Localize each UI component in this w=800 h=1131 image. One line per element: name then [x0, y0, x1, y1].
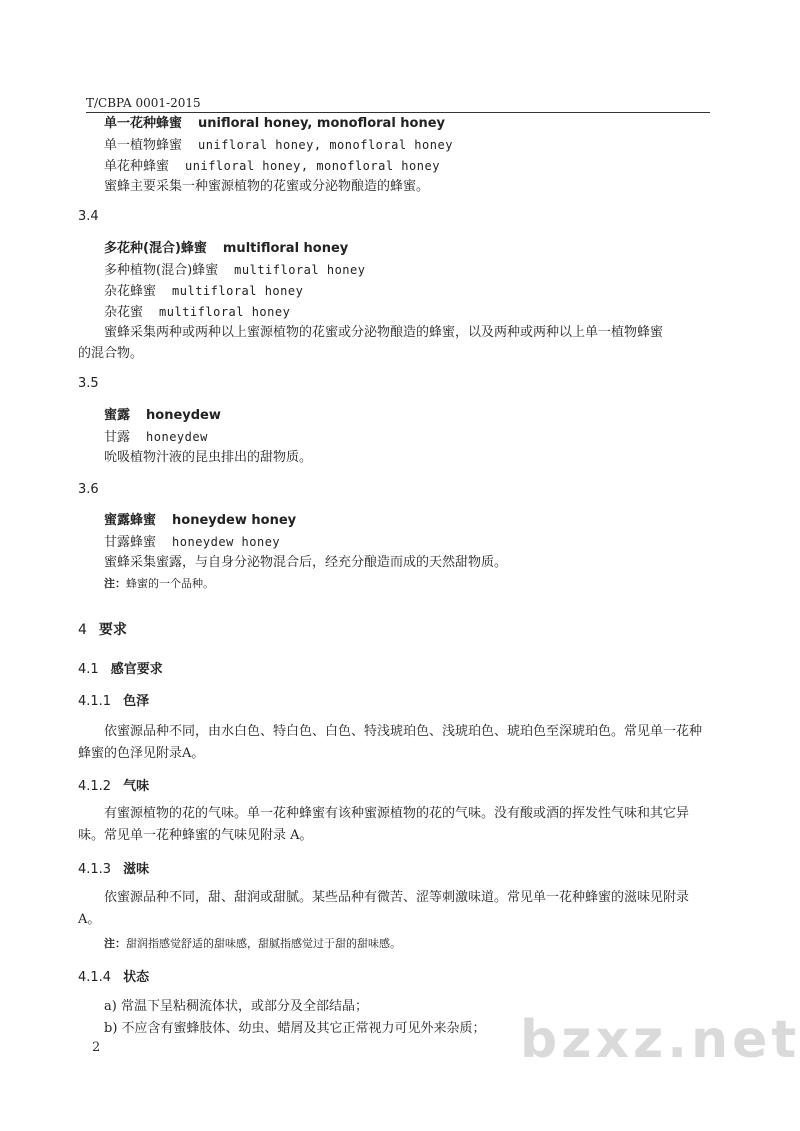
term-honeydew	[104, 406, 221, 426]
section-title: 滋味	[123, 862, 150, 877]
synonym-en: honeydew honey	[172, 535, 281, 549]
definition: 蜜蜂采集蜜露，与自身分泌物混合后，经充分酿造而成的天然甜物质。	[104, 555, 508, 570]
header-rule	[86, 112, 710, 113]
section-number: 4.1.4	[78, 970, 112, 985]
note	[104, 935, 401, 953]
section-number: 4.1.3	[78, 862, 112, 877]
list-item: b) 不应含有蜜蜂肢体、幼虫、蜡屑及其它正常视力可见外来杂质；	[104, 1021, 486, 1036]
definition-line: 蜜蜂采集两种或两种以上蜜源植物的花蜜或分泌物酿造的蜂蜜，以及两种或两种以上单一植物蜂蜜	[104, 325, 664, 340]
term-multifloral-honey	[104, 239, 348, 259]
section-heading-4-1-2	[78, 775, 149, 794]
term-en: honeydew	[146, 408, 221, 423]
term-zh: 单一花种蜂蜜	[104, 116, 183, 131]
section-number: 4.1	[78, 662, 99, 677]
section-heading-4-1	[78, 658, 163, 677]
paragraph: 依蜜源品种不同，甜、甜润或甜腻。某些品种有微苦、涩等刺激味道。常见单一花种蜂蜜的滋味见附录 A。	[78, 890, 690, 927]
synonym-line	[104, 302, 290, 323]
note-label: 注：	[104, 577, 126, 590]
term-zh: 蜜露	[104, 408, 131, 423]
synonym-line	[104, 156, 440, 177]
section-title: 气味	[123, 779, 150, 794]
synonym-zh: 甘露蜂蜜	[104, 535, 157, 550]
synonym-en: unifloral honey, monofloral honey	[198, 138, 453, 152]
section-number: 4.1.2	[78, 779, 112, 794]
section-number: 4.1.1	[78, 694, 112, 709]
synonym-line	[104, 427, 208, 448]
document-code: T/CBPA 0001-2015	[86, 96, 201, 110]
synonym-zh: 杂花蜜	[104, 305, 144, 320]
term-unifloral-honey	[104, 114, 445, 134]
synonym-en: multifloral honey	[159, 305, 291, 319]
section-number: 4	[78, 622, 87, 638]
synonym-en: unifloral honey, monofloral honey	[185, 159, 440, 173]
synonym-en: honeydew	[146, 430, 208, 444]
section-title: 要求	[98, 622, 127, 638]
section-title: 色泽	[123, 694, 150, 709]
synonym-en: multifloral honey	[172, 284, 304, 298]
definition: 蜜蜂主要采集一种蜜源植物的花蜜或分泌物酿造的蜂蜜。	[104, 179, 430, 194]
paragraph: 依蜜源品种不同，由水白色、特白色、白色、特浅琥珀色、浅琥珀色、琥珀色至深琥珀色。常见单一花种蜂蜜的色泽见附录A。	[78, 724, 703, 761]
watermark-logo: bzxz.net	[520, 1010, 800, 1070]
section-heading-4-1-1	[78, 690, 149, 709]
synonym-line	[104, 532, 280, 553]
synonym-zh: 杂花蜂蜜	[104, 284, 157, 299]
section-heading-4	[78, 619, 127, 639]
page-number: 2	[92, 1040, 101, 1055]
note	[104, 575, 214, 593]
term-zh: 多花种(混合)蜂蜜	[104, 241, 207, 256]
definition: 吮吸植物汁液的昆虫排出的甜物质。	[104, 450, 313, 465]
note-label: 注：	[104, 937, 126, 950]
clause-number: 3.6	[78, 482, 99, 497]
synonym-line	[104, 135, 453, 156]
synonym-line	[104, 281, 303, 302]
clause-number: 3.4	[78, 209, 99, 224]
section-title: 感官要求	[110, 662, 163, 677]
term-en: unifloral honey, monofloral honey	[198, 116, 446, 131]
synonym-zh: 单一植物蜂蜜	[104, 138, 183, 153]
synonym-en: multifloral honey	[234, 263, 366, 277]
section-title: 状态	[123, 970, 150, 985]
term-en: multifloral honey	[222, 241, 349, 256]
synonym-line	[104, 260, 365, 281]
section-heading-4-1-4	[78, 966, 149, 985]
term-honeydew-honey	[104, 511, 296, 531]
synonym-zh: 甘露	[104, 430, 131, 445]
note-text: 蜂蜜的一个品种。	[126, 577, 214, 590]
synonym-zh: 单花种蜂蜜	[104, 159, 170, 174]
clause-number: 3.5	[78, 376, 99, 391]
synonym-zh: 多种植物(混合)蜂蜜	[104, 263, 219, 278]
note-text: 甜润指感觉舒适的甜味感，甜腻指感觉过于甜的甜味感。	[126, 937, 401, 950]
section-heading-4-1-3	[78, 858, 149, 877]
list-item: a) 常温下呈粘稠流体状，或部分及全部结晶；	[104, 999, 368, 1014]
term-en: honeydew honey	[172, 513, 297, 528]
term-zh: 蜜露蜂蜜	[104, 513, 157, 528]
definition-line: 的混合物。	[78, 346, 144, 361]
paragraph: 有蜜源植物的花的气味。单一花种蜂蜜有该种蜜源植物的花的气味。没有酸或酒的挥发性气味和其它异味。常见单一花种蜂蜜的气味见附录 A。	[78, 806, 690, 843]
